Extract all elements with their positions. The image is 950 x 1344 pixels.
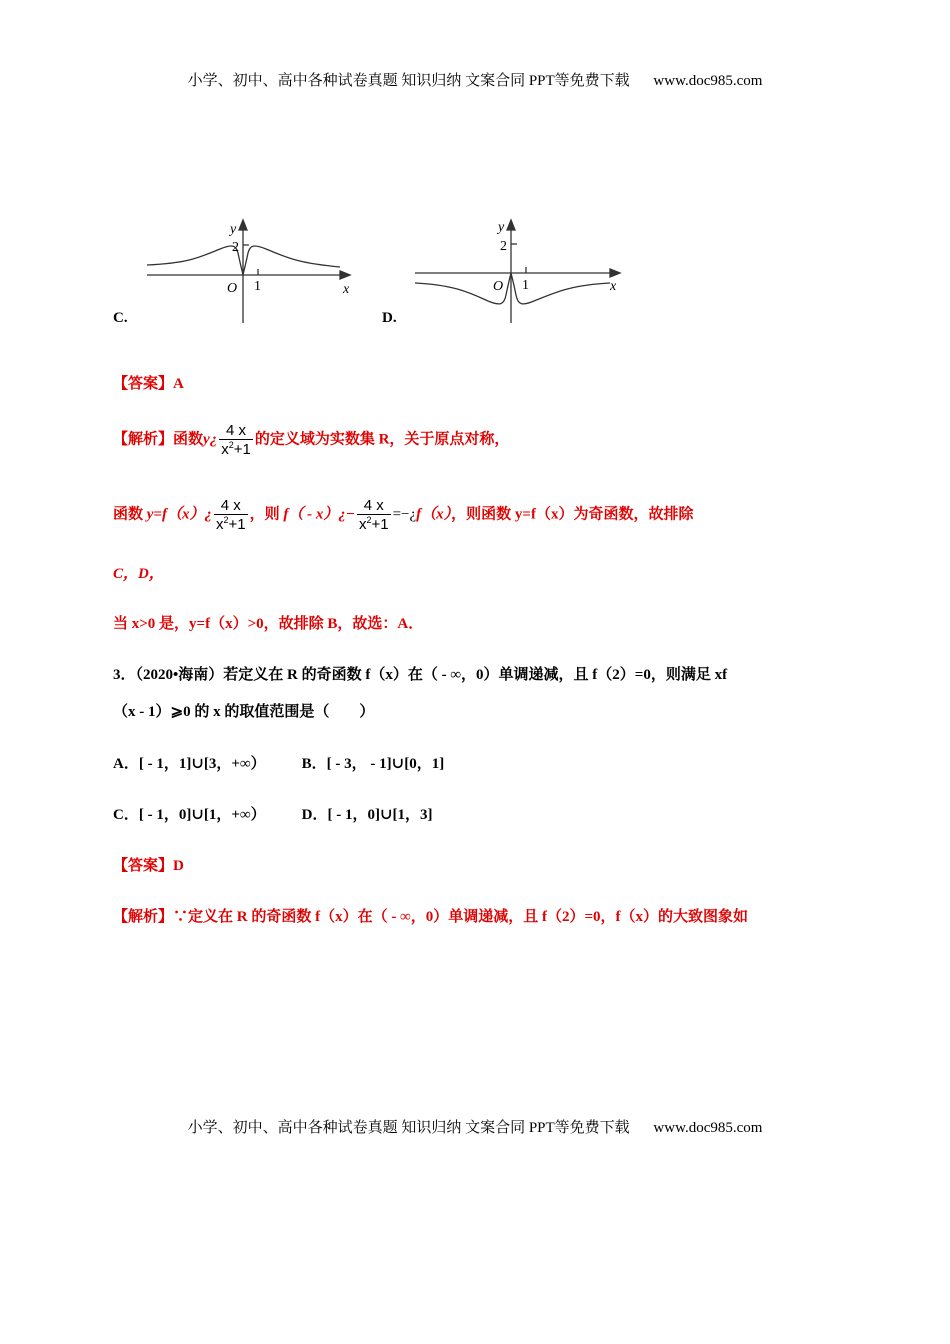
denominator [357,515,391,533]
text: 函数 [173,431,204,448]
header-link[interactable]: www.doc985.com [653,73,763,89]
numerator: 4 x [357,497,391,515]
page-header [0,69,950,90]
fraction [219,422,253,458]
den-exp: 2 [228,440,234,450]
tick-label: 1 [522,278,529,293]
text: 的定义域为实数集 R，关于原点对称， [254,431,510,448]
origin-label: O [493,279,504,294]
q3-options-row-1 [113,752,444,773]
q3-stem-line-1: 3．（2020•海南）若定义在 R 的奇函数 f（x）在（ - ∞，0）单调递减，且 f（2）=0，则满足 xf [113,667,728,683]
option-c[interactable] [113,807,266,823]
option-c-label: C. [113,310,128,326]
math: =−¿ [392,506,417,523]
tick-label: 1 [254,279,261,294]
y-label: y [498,220,505,235]
math: y=f（x）¿ [146,506,212,523]
numerator: 4 x [214,497,248,515]
option-label: C． [113,807,139,823]
q2-analysis-line-2 [113,497,693,533]
y-arrow-icon [507,220,515,230]
tick-label: 2 [232,240,239,255]
den-rest: +1 [371,516,389,533]
option-label: D． [301,807,328,823]
den-rest: +1 [228,516,246,533]
analysis-tag: 【解析】 [113,431,174,448]
x-arrow-icon [610,269,620,277]
den-x: x [221,441,229,458]
page-footer [0,1116,950,1137]
y-arrow-icon [239,220,247,230]
x-label: x [343,282,350,297]
graph-d [410,215,640,325]
graph-c [140,215,370,325]
den-exp: 2 [366,515,372,525]
option-label: A． [113,756,139,772]
den-exp: 2 [223,515,229,525]
option-text: [ - 1，1]∪[3，+∞） [138,756,266,772]
text: ，则函数 y=f（x）为奇函数，故排除 [451,506,694,523]
q2-analysis-line-1 [113,422,509,458]
option-text: [ - 1，0]∪[1，+∞） [138,807,266,823]
option-text: [ - 3， - 1]∪[0，1] [326,756,445,772]
text: 函数 [113,506,147,523]
option-label: B． [301,756,327,772]
x-label: x [610,279,617,294]
header-text: 小学、初中、高中各种试卷真题 知识归纳 文案合同 PPT等免费下载 [187,73,630,89]
fraction [357,497,391,533]
tick-label: 2 [500,239,507,254]
den-x: x [358,516,367,533]
math: f（ - x）¿− [283,506,355,523]
option-text: [ - 1，0]∪[1，3] [327,807,433,823]
option-d-label: D. [382,310,397,326]
q3-options-row-2 [113,803,433,824]
x-arrow-icon [340,271,350,279]
den-x: x [215,516,224,533]
q2-analysis-line-4: 当 x>0 是，y=f（x）>0，故排除 B，故选：A． [113,616,424,632]
math: f（x） [416,506,452,523]
origin-label: O [227,281,238,296]
q2-answer: 【答案】A [113,376,184,392]
curve [415,273,610,304]
den-rest: +1 [233,441,251,458]
denominator [214,515,248,533]
numerator: 4 x [219,422,253,440]
math: y¿ [203,431,218,448]
fraction [214,497,248,533]
footer-text: 小学、初中、高中各种试卷真题 知识归纳 文案合同 PPT等免费下载 [187,1120,630,1136]
q2-analysis-line-3: C，D， [113,566,164,582]
option-d[interactable] [302,807,433,823]
denominator [219,440,253,458]
footer-link[interactable]: www.doc985.com [653,1120,763,1136]
option-b[interactable] [302,756,445,772]
q3-stem-line-2: （x - 1）⩾0 的 x 的取值范围是（ ） [113,704,375,720]
y-label: y [230,222,237,237]
option-a[interactable] [113,756,266,772]
q3-analysis: 【解析】∵定义在 R 的奇函数 f（x）在（ - ∞，0）单调递减，且 f（2）=0，f（x）的大致图象如 [113,909,749,925]
q3-answer: 【答案】D [113,858,184,874]
text: ，则 [249,506,284,523]
